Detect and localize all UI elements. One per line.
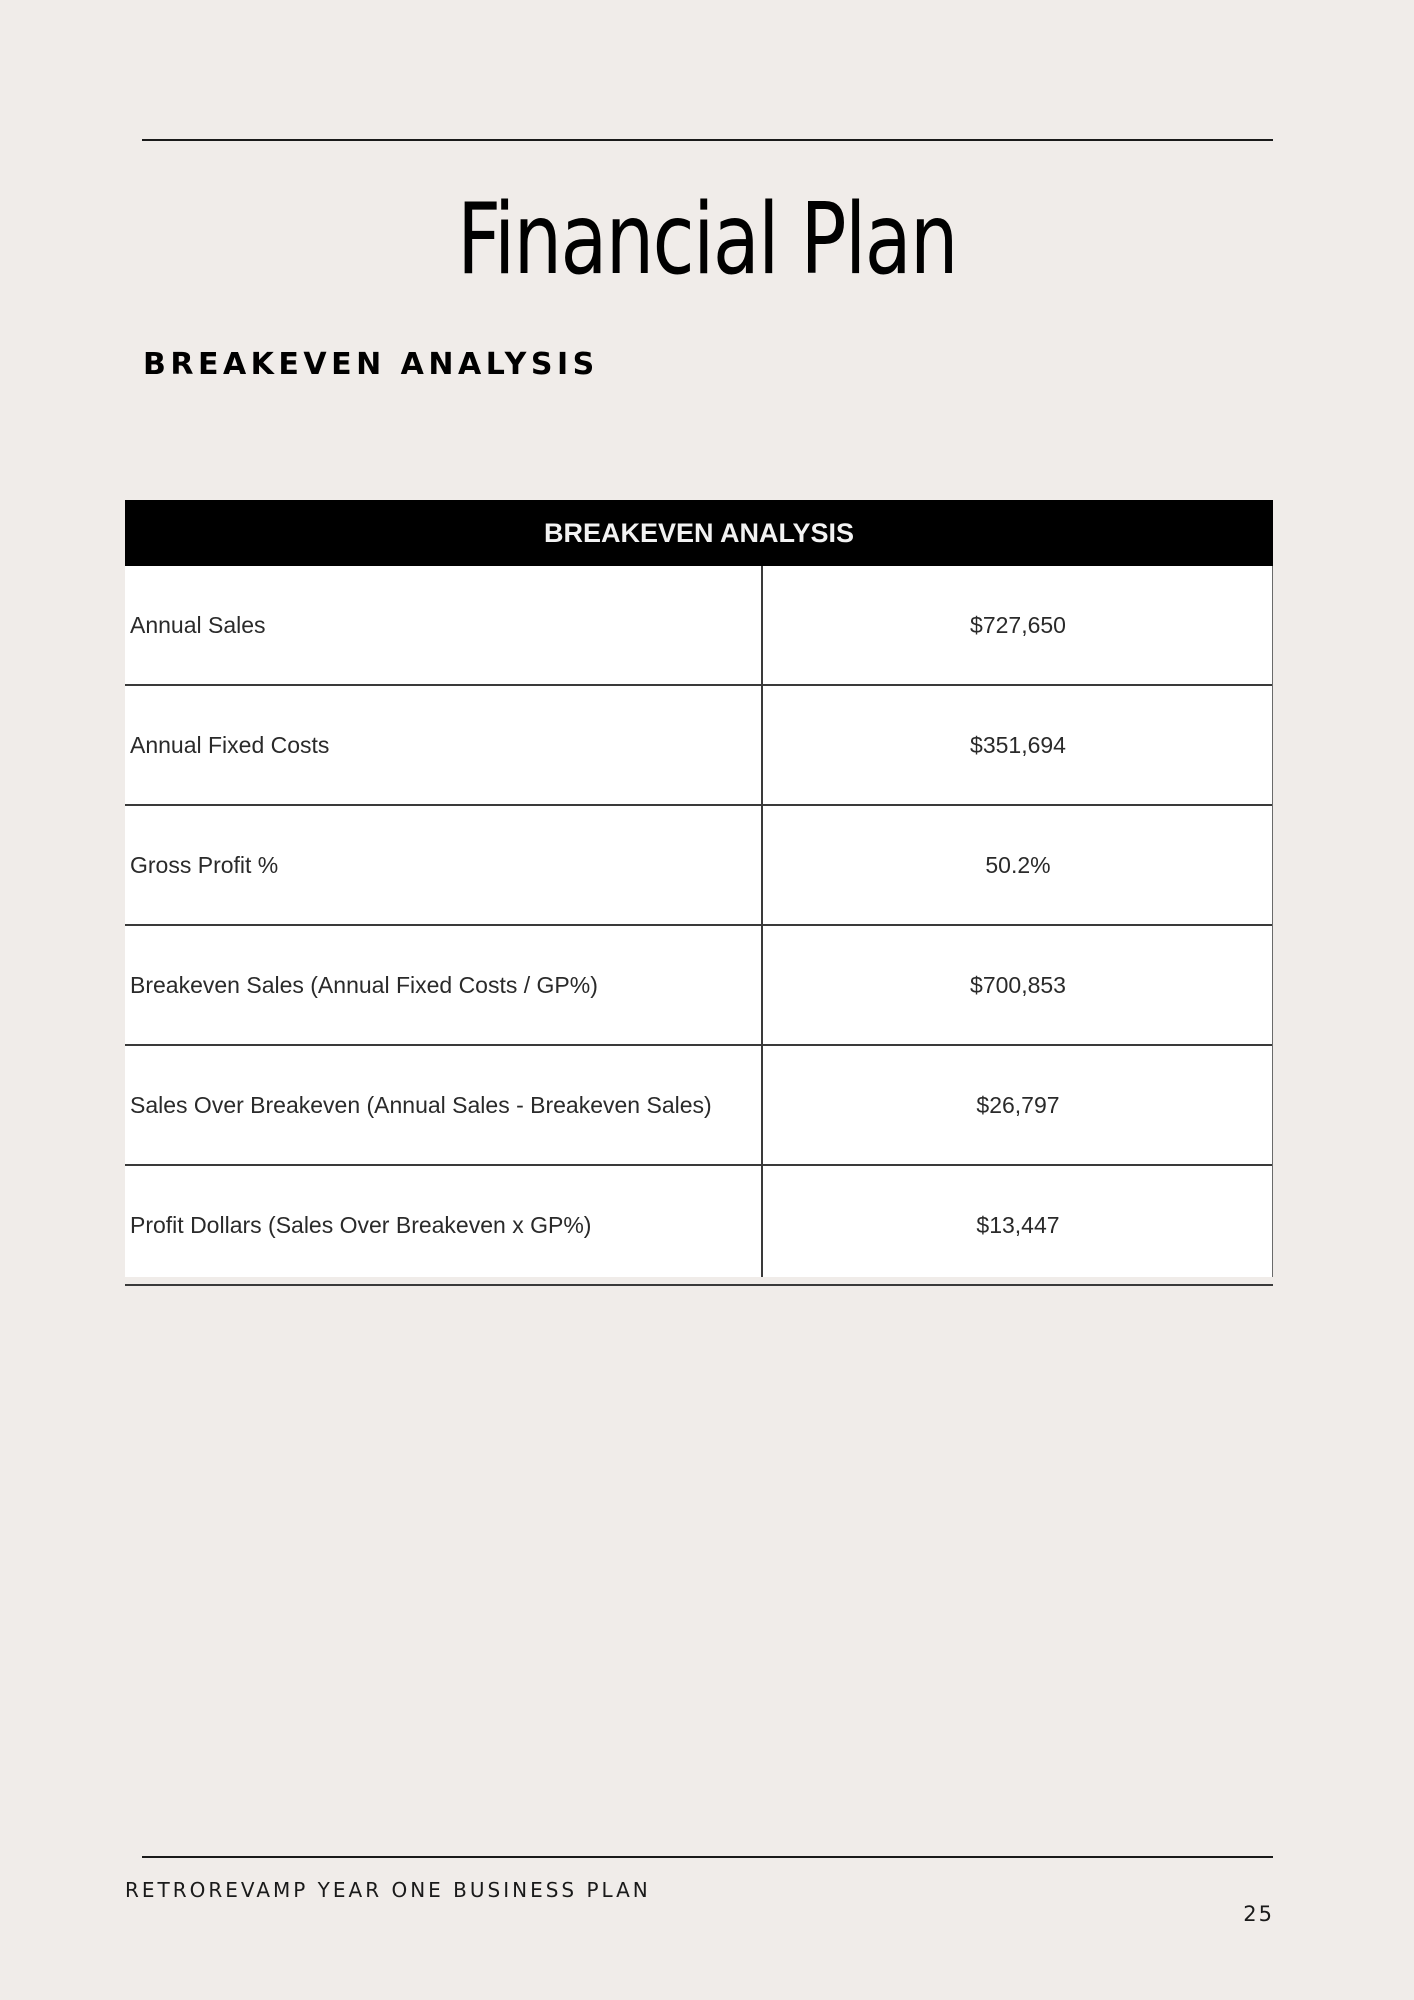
page-title: Financial Plan — [457, 183, 957, 297]
table-row — [125, 806, 1273, 926]
bottom-divider — [142, 1856, 1273, 1858]
column-divider — [761, 566, 763, 1277]
row-value: $26,797 — [976, 1091, 1060, 1118]
section-heading: BREAKEVEN ANALYSIS — [143, 347, 599, 382]
row-value: $351,694 — [970, 731, 1066, 758]
top-divider — [142, 139, 1273, 141]
row-label: Profit Dollars (Sales Over Breakeven x GP%) — [130, 1211, 592, 1238]
table-right-border — [1272, 566, 1273, 1277]
row-label: Breakeven Sales (Annual Fixed Costs / GP%) — [130, 971, 598, 998]
page-number: 25 — [1243, 1902, 1274, 1926]
row-label: Annual Sales — [130, 611, 266, 638]
row-label: Annual Fixed Costs — [130, 731, 330, 758]
row-label: Gross Profit % — [130, 851, 279, 878]
footer-document-title: RETROREVAMP YEAR ONE BUSINESS PLAN — [125, 1878, 651, 1902]
row-value: $700,853 — [970, 971, 1066, 998]
table-row — [125, 926, 1273, 1046]
table-row — [125, 1046, 1273, 1166]
table-row — [125, 566, 1273, 686]
row-label: Sales Over Breakeven (Annual Sales - Breakeven Sales) — [130, 1091, 712, 1118]
row-value: $727,650 — [970, 611, 1066, 638]
table-row — [125, 686, 1273, 806]
row-value: 50.2% — [985, 851, 1051, 878]
breakeven-table — [125, 500, 1273, 1277]
table-header: BREAKEVEN ANALYSIS — [125, 500, 1273, 566]
row-value: $13,447 — [976, 1211, 1060, 1238]
table-row — [125, 1166, 1273, 1286]
